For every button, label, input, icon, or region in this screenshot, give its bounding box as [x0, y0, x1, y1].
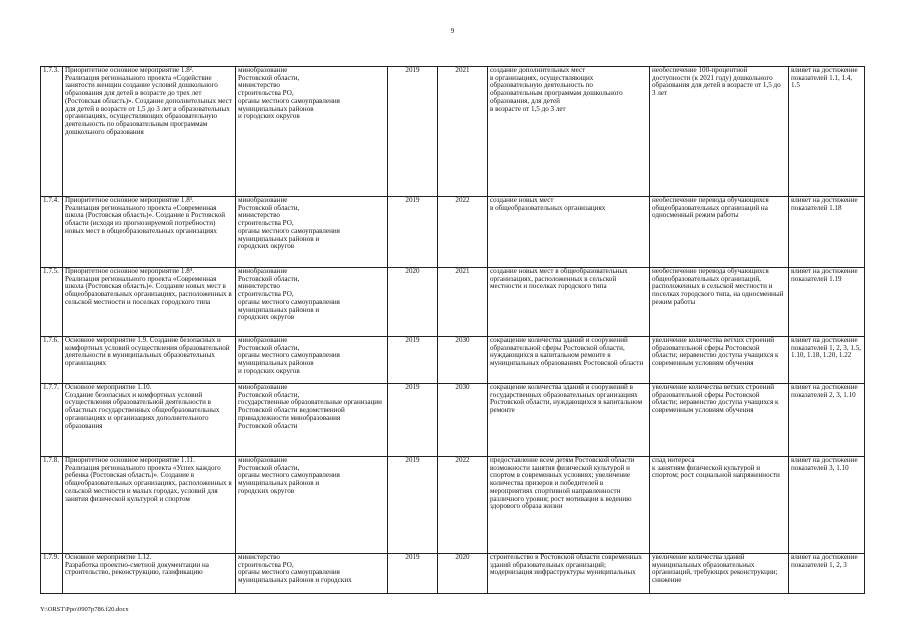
cell-executor: министерство строительства РО, органы местного самоуправления муниципальных районов и городских [236, 554, 388, 594]
cell-indicator-link: влияет на достижение показателей 1.19 [789, 268, 865, 337]
cell-end-year: 2021 [438, 268, 488, 337]
cell-consequence: необеспечение 100-процентной доступности (к 2021 году) дошкольного образования для детей в возрасте от 1,5 до 3 лет [650, 67, 789, 197]
cell-start-year: 2019 [388, 384, 438, 457]
cell-start-year: 2019 [388, 197, 438, 268]
cell-indicator-link: влияет на достижение показателей 1.18 [789, 197, 865, 268]
measures-table [40, 66, 865, 594]
cell-start-year: 2020 [388, 268, 438, 337]
cell-measure: Приоритетное основное мероприятие 1.8². Реализация регионального проекта «Содействие занятости женщин создание условий дошкольного образования для детей в возрасте до трех лет (Ростовская область)». Создание дополнительных мест для детей в возрасте от 1,5 до 3 лет в образовательных организациях, осуществляющих образовательную деятельность по образовательным программам дошкольного образования [63, 67, 236, 197]
cell-consequence: необеспечение перевода обучающихся общеобразовательных организаций, расположенных в сельской местности и поселках городского типа, на односменный режим работы [650, 268, 789, 337]
table-row [41, 554, 865, 594]
table-row [41, 67, 865, 197]
cell-start-year: 2019 [388, 67, 438, 197]
cell-measure: Основное мероприятие 1.12. Разработка проектно-сметной документации на строительство, реконструкцию, газификацию [63, 554, 236, 594]
cell-start-year: 2019 [388, 337, 438, 384]
cell-indicator-link: влияет на достижение показателей 1.1, 1.4, 1.5 [789, 67, 865, 197]
cell-end-year: 2021 [438, 67, 488, 197]
cell-indicator-link: влияет на достижение показателей 3, 1.10 [789, 457, 865, 554]
cell-measure: Приоритетное основное мероприятие 1.8³. Реализация регионального проекта «Современная школа (Ростовская область)». Создание в Ростовской области (исходя из прогнозируемой потребности) новых мест в общеобразовательных организациях [63, 197, 236, 268]
cell-end-year: 2022 [438, 457, 488, 554]
cell-consequence: необеспечение перевода обучающихся общеобразовательных организаций на односменный режим работы [650, 197, 789, 268]
cell-start-year: 2019 [388, 457, 438, 554]
cell-num: 1.7.8. [41, 457, 63, 554]
cell-consequence: спад интереса к занятиям физической культурой и спортом; рост социальной напряженности [650, 457, 789, 554]
cell-measure: Приоритетное основное мероприятие 1.8⁴. Реализация регионального проекта «Современная школа (Ростовская область)». Создание новых мест в общеобразовательных организациях, расположенных в сельской местности и поселках городского типа [63, 268, 236, 337]
cell-expected-result: предоставление всем детям Ростовской области возможности занятия физической культурой и спортом в современных условиях; увеличение количества призеров и победителей в мероприятиях спортивной направленности различного уровня; рост мотивации к ведению здорового образа жизни [488, 457, 650, 554]
cell-num: 1.7.5. [41, 268, 63, 337]
table-row [41, 457, 865, 554]
cell-num: 1.7.3. [41, 67, 63, 197]
cell-measure: Приоритетное основное мероприятие 1.11. Реализация регионального проекта «Успех каждого ребенка (Ростовская область)». Создание в общеобразовательных организациях, расположенных в сельской местности и малых городах, условий для занятия физической культурой и спортом [63, 457, 236, 554]
cell-num: 1.7.9. [41, 554, 63, 594]
cell-indicator-link: влияет на достижение показателей 2, 3, 1.10 [789, 384, 865, 457]
cell-executor: минобразование Ростовской области, органы местного самоуправления муниципальных районов и городских округов [236, 457, 388, 554]
cell-executor: минобразование Ростовской области, министерство строительства РО, органы местного самоуправления муниципальных районов и городских округов [236, 268, 388, 337]
cell-indicator-link: влияет на достижение показателей 1, 2, 3, 1.5, 1.10, 1.18, 1.20, 1.22 [789, 337, 865, 384]
cell-end-year: 2030 [438, 384, 488, 457]
cell-num: 1.7.7. [41, 384, 63, 457]
cell-executor: минобразование Ростовской области, министерство строительства РО, органы местного самоуправления муниципальных районов и городских округов [236, 67, 388, 197]
cell-measure: Основное мероприятие 1.9. Создание безопасных и комфортных условий осуществления образовательной деятельности в муниципальных образовательных организациях [63, 337, 236, 384]
cell-num: 1.7.4. [41, 197, 63, 268]
cell-expected-result: сокращение количества зданий и сооружений в государственных образовательных организациях Ростовской области, нуждающихся в капитальном ремонте [488, 384, 650, 457]
table-row [41, 384, 865, 457]
cell-executor: минобразование Ростовской области, органы местного самоуправления муниципальных районов и городских округов [236, 337, 388, 384]
cell-expected-result: создание новых мест в общеобразовательных организациях, расположенных в сельской местности и поселках городского типа [488, 268, 650, 337]
table-row [41, 268, 865, 337]
page-number: 9 [450, 27, 455, 35]
table-row [41, 197, 865, 268]
cell-consequence: увеличение количества ветхих строений образовательной сферы Ростовской области; неравенство доступа учащихся к современным условиям обучения [650, 384, 789, 457]
cell-consequence: увеличение количества ветхих строений образовательной сферы Ростовской области; неравенство доступа учащихся к современным условиям обучения [650, 337, 789, 384]
cell-end-year: 2020 [438, 554, 488, 594]
cell-measure: Основное мероприятие 1.10. Создание безопасных и комфортных условий осуществления образовательной деятельности в областных государственных общеобразовательных организациях и организациях дополнительного образования [63, 384, 236, 457]
cell-executor: минобразование Ростовской области, министерство строительства РО, органы местного самоуправления муниципальных районов и городских округов [236, 197, 388, 268]
table-body [41, 67, 865, 594]
cell-expected-result: строительство в Ростовской области современных зданий образовательных организаций; модернизация инфраструктуры муниципальных [488, 554, 650, 594]
cell-expected-result: сокращение количества зданий и сооружений образовательной сферы Ростовской области, нуждающихся в капитальном ремонте в муниципальных образованиях Ростовской области [488, 337, 650, 384]
cell-indicator-link: влияет на достижение показателей 1, 2, 3 [789, 554, 865, 594]
footer-file-path: Y:\ORST\Ppo\0907p786.f20.docx [40, 606, 129, 613]
cell-expected-result: создание дополнительных мест в организациях, осуществляющих образовательную деятельность по образовательным программам дошкольного образования, для детей в возрасте от 1,5 до 3 лет [488, 67, 650, 197]
cell-executor: минобразование Ростовской области, государственные образовательные организации Ростовской области ведомственной принадлежности минобразования Ростовской области [236, 384, 388, 457]
cell-end-year: 2022 [438, 197, 488, 268]
cell-expected-result: создание новых мест в общеобразовательных организациях [488, 197, 650, 268]
cell-consequence: увеличение количества зданий муниципальных образовательных организаций, требующих реконструкции; снижение [650, 554, 789, 594]
table-row [41, 337, 865, 384]
cell-end-year: 2030 [438, 337, 488, 384]
cell-num: 1.7.6. [41, 337, 63, 384]
cell-start-year: 2019 [388, 554, 438, 594]
